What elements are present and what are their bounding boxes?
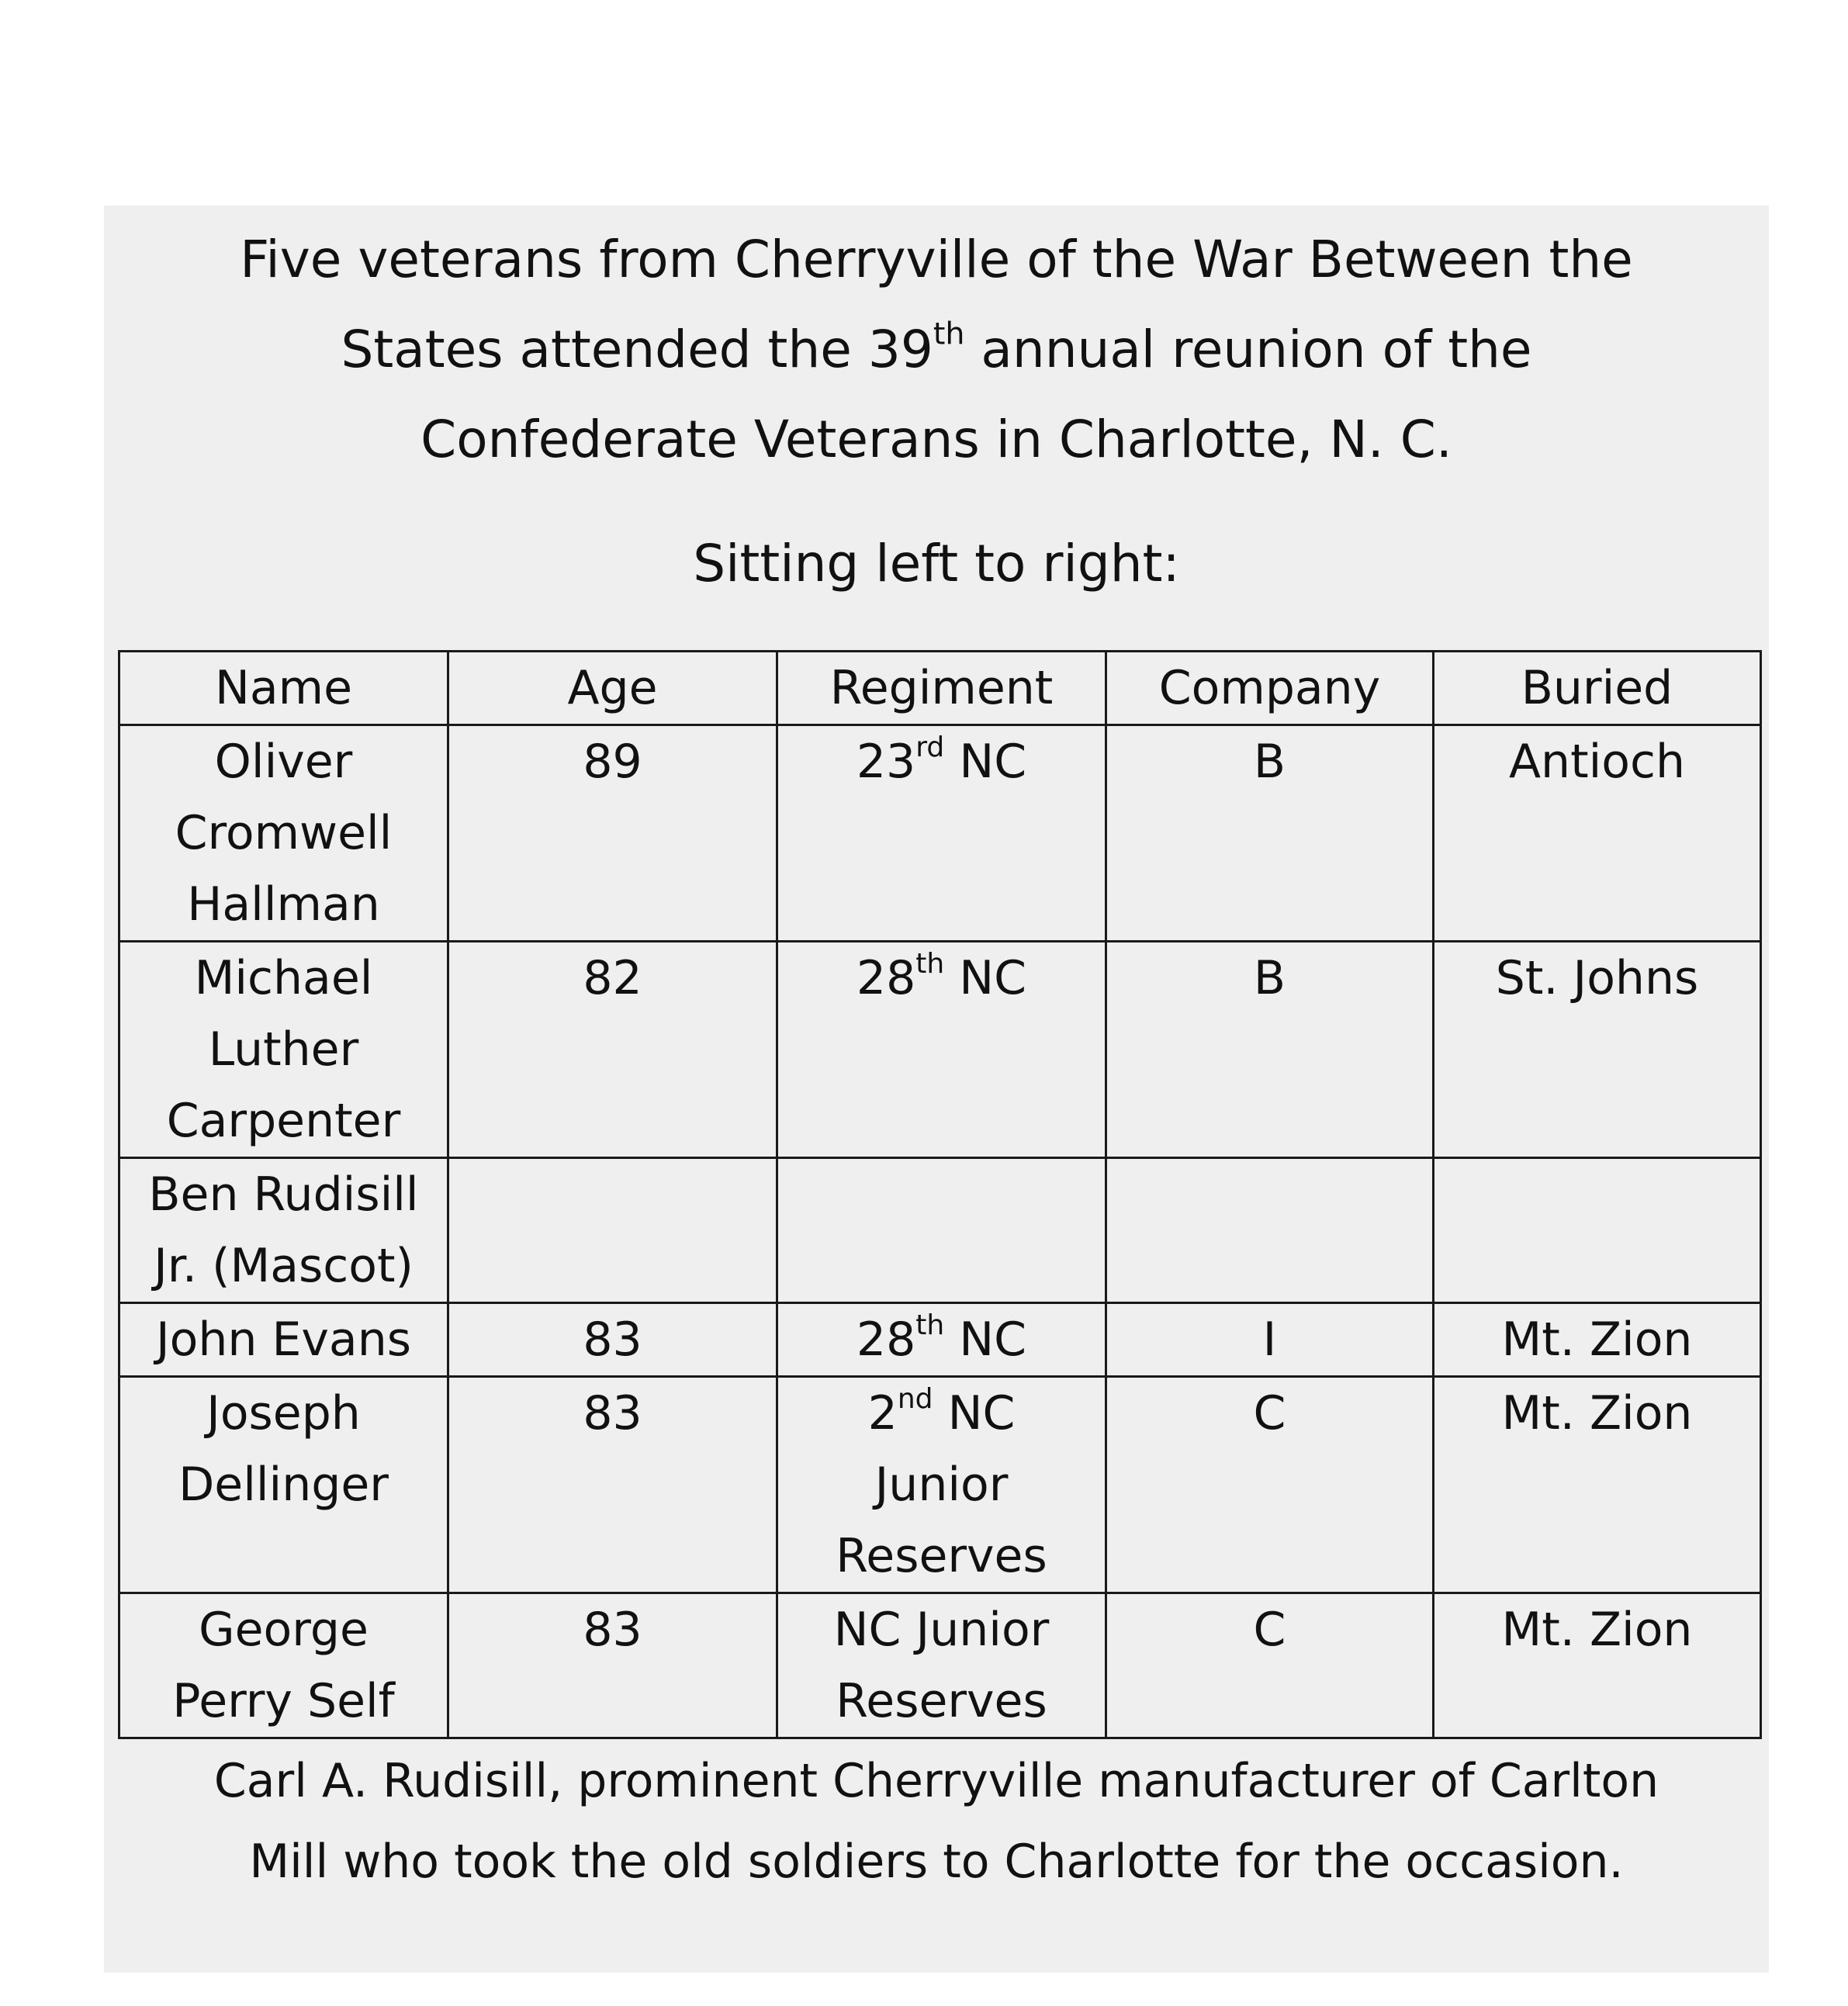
name-line: George (199, 1603, 369, 1657)
cell-name (119, 725, 448, 942)
cell-company: B (1106, 725, 1434, 942)
name-line: Luther (208, 1022, 359, 1077)
heading-line-2-start: States attended the 39 (341, 320, 933, 379)
regiment-state: NC (933, 1386, 1016, 1441)
regiment-number: 23 (856, 735, 916, 789)
name-line: Perry Self (172, 1674, 395, 1728)
cell-age: 83 (448, 1303, 777, 1377)
sitting-label: Sitting left to right: (693, 534, 1180, 593)
cell-age: 83 (448, 1377, 777, 1593)
regiment-line (783, 726, 1100, 797)
regiment-state: NC (944, 951, 1027, 1005)
regiment-number: 28 (856, 951, 916, 1005)
cell-age: 89 (448, 725, 777, 942)
cell-name (119, 1158, 448, 1303)
name-line: Michael (194, 951, 373, 1005)
cell-buried: Mt. Zion (1434, 1303, 1761, 1377)
cell-regiment (777, 1158, 1106, 1303)
caption-line-2: Mill who took the old soldiers to Charlotte for the occasion. (249, 1835, 1624, 1889)
regiment-number: 2 (867, 1386, 898, 1441)
regiment-line: Junior (874, 1458, 1009, 1512)
name-line: Jr. (Mascot) (154, 1239, 414, 1293)
cell-buried: Mt. Zion (1434, 1593, 1761, 1738)
name-line: Hallman (187, 877, 380, 932)
regiment-state: NC (944, 1313, 1027, 1367)
cell-regiment (777, 725, 1106, 942)
cell-regiment (777, 942, 1106, 1158)
cell-name (119, 1377, 448, 1593)
cell-buried (1434, 1158, 1761, 1303)
column-header-company: Company (1106, 652, 1434, 725)
cell-company: C (1106, 1593, 1434, 1738)
regiment-line (783, 942, 1100, 1014)
name-line: Joseph (206, 1386, 361, 1441)
name-line: Ben Rudisill (148, 1167, 419, 1222)
cell-age (448, 1158, 777, 1303)
cell-age: 83 (448, 1593, 777, 1738)
cell-buried: Antioch (1434, 725, 1761, 942)
regiment-ordinal-suffix: th (915, 948, 945, 980)
regiment-ordinal-suffix: rd (915, 731, 945, 763)
cell-regiment (777, 1377, 1106, 1593)
cell-name (119, 942, 448, 1158)
heading-line-3: Confederate Veterans in Charlotte, N. C. (420, 410, 1452, 469)
regiment-line (783, 1304, 1100, 1375)
document-page (104, 206, 1769, 1973)
cell-regiment (777, 1593, 1106, 1738)
name-line: Oliver (214, 735, 353, 789)
name-line: John Evans (155, 1313, 411, 1367)
regiment-line (783, 1594, 1100, 1665)
table-row (119, 1593, 1761, 1738)
cell-buried: Mt. Zion (1434, 1377, 1761, 1593)
name-line: Dellinger (178, 1458, 389, 1512)
heading-ordinal-suffix: th (933, 316, 965, 352)
regiment-state: NC Junior (833, 1603, 1050, 1657)
cell-company: C (1106, 1377, 1434, 1593)
regiment-state: NC (944, 735, 1027, 789)
heading-line-1: Five veterans from Cherryville of the War Between the (240, 230, 1633, 289)
regiment-ordinal-suffix: th (915, 1309, 945, 1341)
regiment-line (783, 1378, 1100, 1449)
table-row (119, 725, 1761, 942)
regiment-ordinal-suffix: nd (897, 1383, 933, 1415)
column-header-buried: Buried (1434, 652, 1761, 725)
column-header-regiment: Regiment (777, 652, 1106, 725)
column-header-age: Age (448, 652, 777, 725)
cell-age: 82 (448, 942, 777, 1158)
table-row (119, 1303, 1761, 1377)
cell-company: I (1106, 1303, 1434, 1377)
regiment-number: 28 (856, 1313, 916, 1367)
name-line: Carpenter (166, 1094, 401, 1148)
regiment-line: Reserves (836, 1529, 1047, 1583)
veterans-table (118, 650, 1762, 1739)
heading-line-2-end: annual reunion of the (964, 320, 1532, 379)
table-row (119, 1158, 1761, 1303)
cell-company (1106, 1158, 1434, 1303)
name-line: Cromwell (175, 806, 393, 860)
heading-line-2 (104, 316, 1769, 381)
cell-name (119, 1593, 448, 1738)
cell-regiment (777, 1303, 1106, 1377)
caption-line-1: Carl A. Rudisill, prominent Cherryville manufacturer of Carlton (213, 1754, 1659, 1808)
cell-name (119, 1303, 448, 1377)
table-body (119, 725, 1761, 1738)
table-row (119, 942, 1761, 1158)
table-header-row (119, 652, 1761, 725)
cell-buried: St. Johns (1434, 942, 1761, 1158)
regiment-line: Reserves (836, 1674, 1047, 1728)
column-header-name: Name (119, 652, 448, 725)
cell-company: B (1106, 942, 1434, 1158)
table-row (119, 1377, 1761, 1593)
